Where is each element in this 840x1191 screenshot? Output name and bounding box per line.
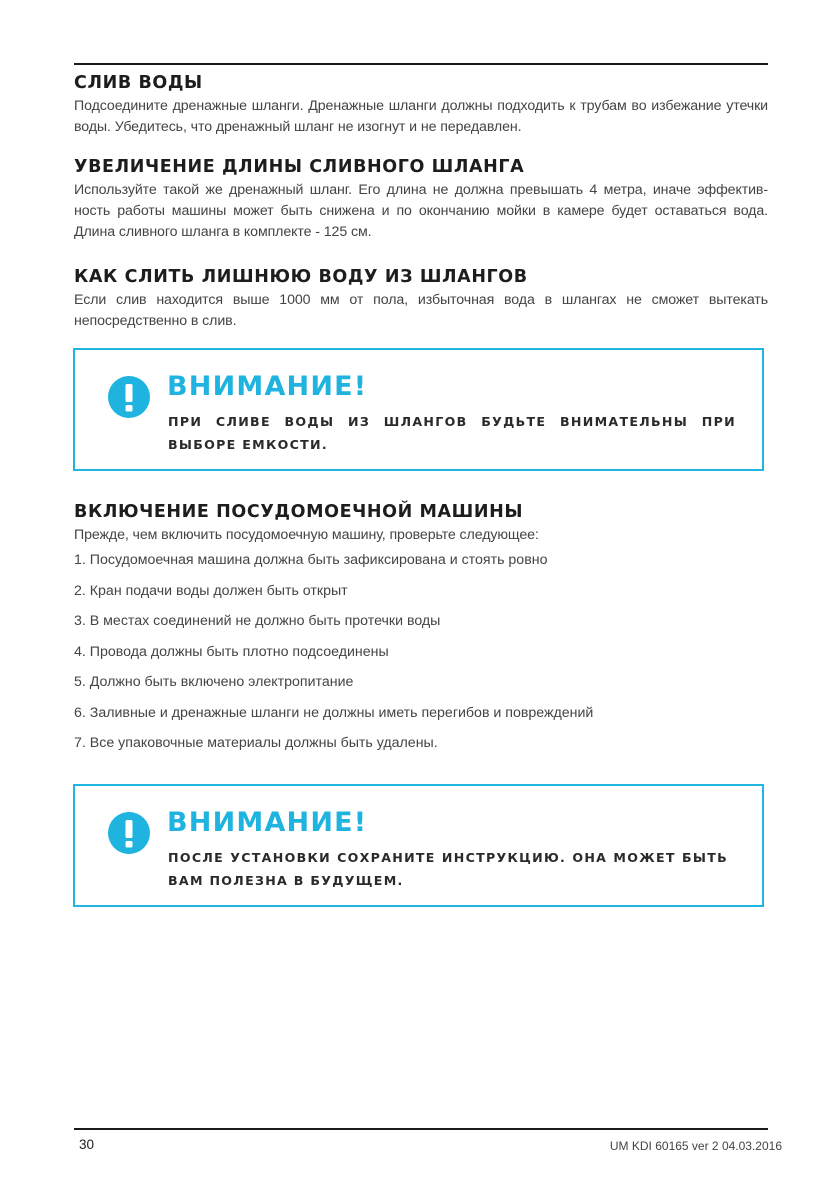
section-extend-hose [74, 156, 768, 243]
section-text: Подсоедините дренажные шланги. Дренажные шланги должны подходить к трубам во избежание утечки воды. Убедитесь, что дренажный шланг не изогнут и не передавлен. [74, 98, 768, 135]
section-title: КАК СЛИТЬ ЛИШНЮЮ ВОДУ ИЗ ШЛАНГОВ [74, 267, 528, 287]
section-title: СЛИВ ВОДЫ [74, 73, 203, 93]
list-item: 2. Кран подачи воды должен быть открыт [74, 582, 348, 599]
checklist [74, 550, 768, 764]
bottom-divider [74, 1128, 768, 1130]
list-item: 7. Все упаковочные материалы должны быть удалены. [74, 735, 438, 751]
warning-title: ВНИМАНИЕ! [167, 807, 368, 838]
section-intro: Прежде, чем включить посудомоечную машину, проверьте следующее: [74, 527, 539, 543]
section-title: УВЕЛИЧЕНИЕ ДЛИНЫ СЛИВНОГО ШЛАНГА [74, 157, 525, 177]
warning-box [73, 348, 764, 471]
list-item: 5. Должно быть включено электропитание [74, 674, 354, 690]
page-number: 30 [79, 1137, 95, 1152]
list-item: 3. В местах соединений не должно быть протечки воды [74, 613, 441, 629]
warning-text: ПОСЛЕ УСТАНОВКИ СОХРАНИТЕ ИНСТРУКЦИЮ. ОНА МОЖЕТ БЫТЬ ВАМ ПОЛЕЗНА В БУДУЩЕМ. [168, 850, 728, 888]
top-divider [74, 63, 768, 65]
section-startup [74, 501, 768, 764]
list-item: 4. Провода должны быть плотно подсоединены [74, 643, 389, 660]
document-id: UM KDI 60165 ver 2 04.03.2016 [609, 1139, 782, 1153]
exclamation-icon [108, 376, 150, 418]
list-item: 6. Заливные и дренажные шланги не должны иметь перегибов и повреждений [74, 704, 594, 721]
section-excess-water [74, 266, 768, 332]
section-text: Используйте такой же дренажный шланг. Его длина не должна превышать 4 метра, иначе эффектив-ность работы машины может быть снижена и по окончанию мойки в камере будет оставаться вода. Длина сливного шланга в комплекте - 125 см. [74, 182, 768, 240]
section-drain [74, 72, 768, 138]
exclamation-icon [108, 812, 150, 854]
warning-text: ПРИ СЛИВЕ ВОДЫ ИЗ ШЛАНГОВ БУДЬТЕ ВНИМАТЕЛЬНЫ ПРИ ВЫБОРЕ ЕМКОСТИ. [168, 414, 736, 452]
section-title: ВКЛЮЧЕНИЕ ПОСУДОМОЕЧНОЙ МАШИНЫ [74, 502, 524, 522]
warning-title: ВНИМАНИЕ! [167, 371, 368, 402]
warning-box [73, 784, 764, 907]
section-text: Если слив находится выше 1000 мм от пола, избыточная вода в шлангах не сможет вытекать непосредственно в слив. [74, 292, 768, 329]
list-item: 1. Посудомоечная машина должна быть зафиксирована и стоять ровно [74, 552, 548, 568]
